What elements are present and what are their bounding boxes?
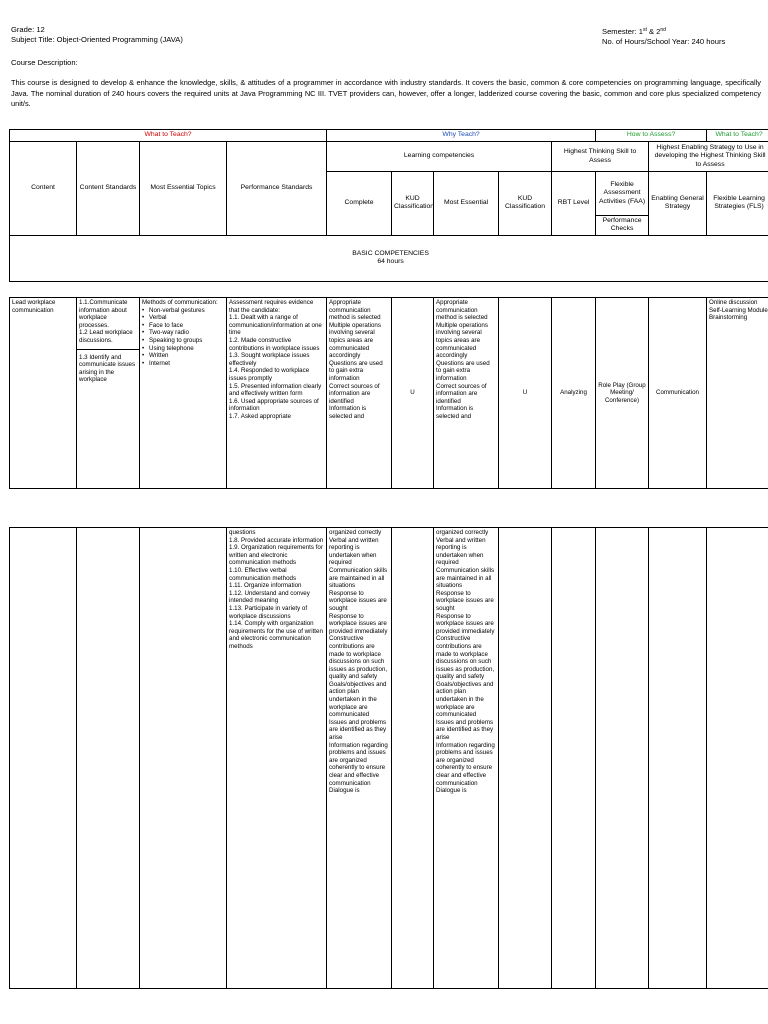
- semester-label: Semester: 1st & 2nd: [602, 27, 666, 36]
- methods-title: Methods of communication:: [142, 299, 218, 306]
- header-left: [11, 25, 183, 45]
- col-performance-standards: Performance Standards: [227, 142, 327, 236]
- standard-2: 1.2 Lead workplace discussions.: [79, 329, 133, 344]
- basic-competencies-row: [10, 235, 768, 281]
- content-cell-empty: [10, 528, 77, 989]
- most-essential-cell-cont: organized correctly Verbal and written reporting is undertaken when required Communication skills are maintained in all situations Response to workplace issues are sought Response to workplace issues are provided immediately Constructive contributions are made to workplace discussions on such issues as production, quality and safety Goals/objectives and action plan undertaken in the workplace are communicated Issues and problems are identified as they arise Information regarding problems and issues are organized coherently to ensure clear and effective communication Dialogue is: [434, 528, 499, 989]
- standard-1: 1.1.Communicate information about workplace processes.: [79, 299, 128, 329]
- list-item: • Internet: [142, 360, 224, 368]
- rbt-level-cell: Analyzing: [552, 298, 596, 489]
- col-performance-checks: Performance Checks: [596, 216, 649, 236]
- complete-cell-cont: organized correctly Verbal and written reporting is undertaken when required Communication skills are maintained in all situations Response to workplace issues are sought Response to workplace issues are provided immediately Constructive contributions are made to workplace discussions on such issues as production, quality and safety Goals/objectives and action plan undertaken in the workplace are communicated Issues and problems are identified as they arise Information regarding problems and issues are organized coherently to ensure clear and effective communication Dialogue is: [327, 528, 392, 989]
- kud-cell-2-empty: [499, 528, 552, 989]
- performance-standards-cell: Assessment requires evidence that the candidate: 1.1. Dealt with a range of communication/information at one time 1.2. Made constructive contributions in workplace issues 1.3. Sought workplace issues effectively 1.4. Responded to workplace issues promptly 1.5. Presented information clearly and effectively written form 1.6. Used appropriate sources of information 1.7. Asked appropriate: [227, 298, 327, 489]
- how-to-assess-heading: How to Assess?: [596, 130, 707, 142]
- content-standards-cell-empty: [77, 528, 140, 989]
- learning-competencies-heading: Learning competencies: [327, 142, 552, 172]
- competency-table-row-2: [9, 527, 768, 989]
- col-kud-classification-2: KUD Classification: [499, 172, 552, 236]
- kud-cell: U: [392, 298, 434, 489]
- col-faa: Flexible Assessment Activities (FAA): [596, 172, 649, 216]
- basic-competencies-title: BASIC COMPETENCIES: [352, 249, 429, 257]
- list-item: • Non-verbal gestures: [142, 307, 224, 315]
- faa-cell: Role Play (Group Meeting/ Conference): [596, 298, 649, 489]
- complete-cell: Appropriate communication method is selected Multiple operations involving several topics areas are communicated accordingly Questions are used to gain extra information Correct sources of information are identified Information is selected and: [327, 298, 392, 489]
- enabling-strategy-cell: Communication: [649, 298, 707, 489]
- col-most-essential: Most Essential: [434, 172, 499, 236]
- competency-table-row-1: [9, 297, 768, 489]
- fls-cell-empty: [707, 528, 768, 989]
- fls-cell: Online discussion Self-Learning Module Brainstorming: [707, 298, 768, 489]
- most-essential-topics-cell: [140, 298, 227, 489]
- col-content: Content: [10, 142, 77, 236]
- faa-cell-empty: [596, 528, 649, 989]
- most-essential-cell: Appropriate communication method is selected Multiple operations involving several topics areas are communicated accordingly Questions are used to gain extra information Correct sources of information are identified Information is selected and: [434, 298, 499, 489]
- list-item: • Using telephone: [142, 345, 224, 353]
- course-description-label: Course Description:: [11, 58, 78, 67]
- list-item: • Speaking to groups: [142, 337, 224, 345]
- kud-cell-2: U: [499, 298, 552, 489]
- hours-label: No. of Hours/School Year: 240 hours: [602, 37, 726, 46]
- performance-standards-cell-cont: questions 1.8. Provided accurate information 1.9. Organization requirements for written and electronic communication methods 1.10. Effective verbal communication methods 1.11. Organize information 1.12. Understand and convey intended meaning 1.13. Participate in variety of workplace discussions 1.14. Comply with organization requirements for the use of written and electronic communication methods: [227, 528, 327, 989]
- grade-label: Grade: 12: [11, 25, 45, 34]
- col-content-standards: Content Standards: [77, 142, 140, 236]
- content-standards-cell: [77, 298, 140, 489]
- list-item: • Verbal: [142, 314, 224, 322]
- col-fls: Flexible Learning Strategies (FLS): [707, 172, 768, 236]
- basic-competencies-hours: 64 hours: [377, 258, 404, 266]
- col-kud-classification: KUD Classification: [392, 172, 434, 236]
- methods-list: [142, 307, 224, 368]
- enabling-strategy-cell-empty: [649, 528, 707, 989]
- why-teach-heading: Why Teach?: [327, 130, 596, 142]
- course-description-text: This course is designed to develop & enhance the knowledge, skills, & attitudes of a programmer in accordance with industry standards. It covers the basic, common & core competencies on programming language, specifically Java. The nominal duration of 240 hours covers the required units at Java Programming NC III. TVET providers can, however, offer a longer, ladderized course covering the basic, common and core plus specialized competency unit/s.: [11, 78, 761, 108]
- what-to-teach-heading: What to Teach?: [10, 130, 327, 142]
- list-item: • Written: [142, 352, 224, 360]
- col-rbt-level: RBT Level: [552, 172, 596, 236]
- col-complete: Complete: [327, 172, 392, 236]
- rbt-level-cell-empty: [552, 528, 596, 989]
- list-item: • Face to face: [142, 322, 224, 330]
- header-right: [602, 25, 725, 47]
- highest-thinking-skill-heading: Highest Thinking Skill to Assess: [552, 142, 649, 172]
- list-item: • Two-way radio: [142, 329, 224, 337]
- highest-enabling-strategy-heading: Highest Enabling Strategy to Use in developing the Highest Thinking Skill to Assess: [649, 142, 768, 172]
- col-most-essential-topics: Most Essential Topics: [140, 142, 227, 236]
- col-enabling-general-strategy: Enabling General Strategy: [649, 172, 707, 236]
- standard-divider: [77, 349, 139, 350]
- curriculum-header-table: [9, 129, 768, 282]
- standard-3: 1.3 Identify and communicate issues arising in the workplace: [79, 353, 136, 384]
- subject-title: Subject Title: Object-Oriented Programming (JAVA): [11, 35, 183, 44]
- most-essential-topics-cell-empty: [140, 528, 227, 989]
- kud-cell-empty: [392, 528, 434, 989]
- what-to-teach-heading-2: What to Teach?: [707, 130, 768, 142]
- content-cell: Lead workplace communication: [10, 298, 77, 489]
